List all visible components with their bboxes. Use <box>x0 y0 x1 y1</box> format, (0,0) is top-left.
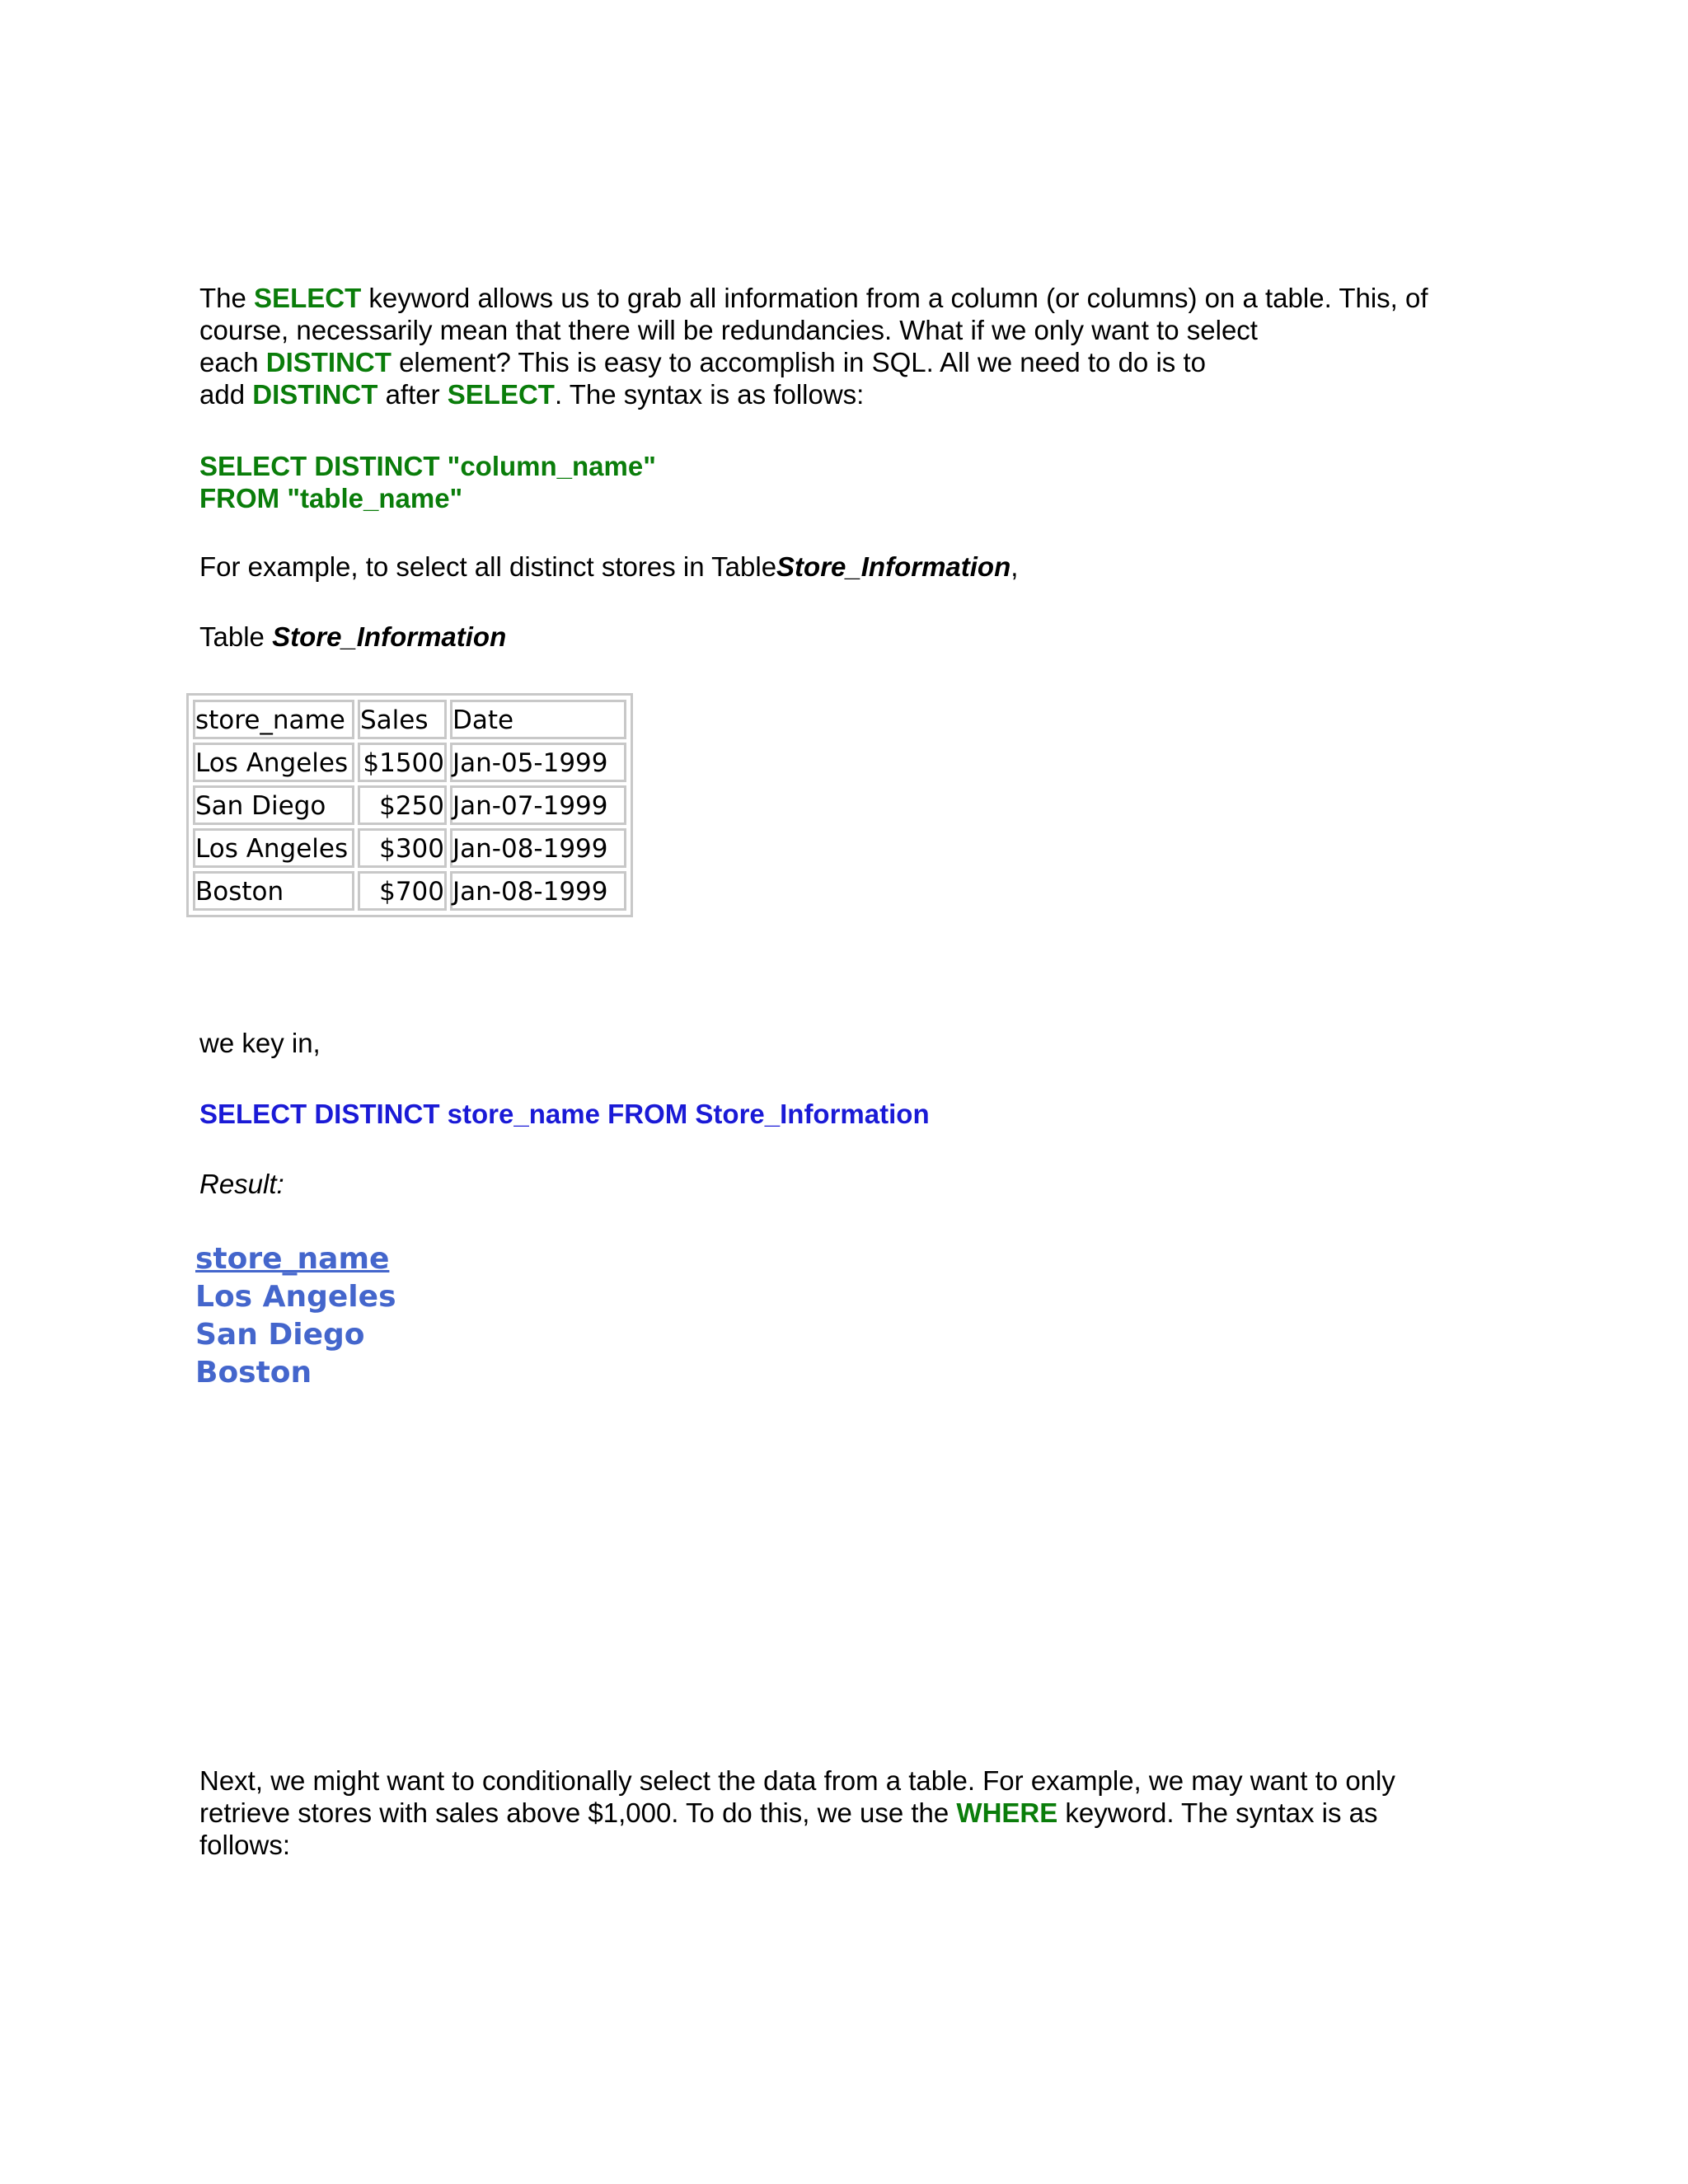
intro-line-3 <box>199 346 1485 378</box>
table-caption-name: Store_Information <box>272 621 507 652</box>
intro-text: after <box>377 379 448 410</box>
result-list <box>195 1240 396 1392</box>
next-line-2 <box>199 1797 1485 1829</box>
example-sentence <box>199 551 1018 583</box>
header-sales: Sales <box>358 700 447 739</box>
intro-text: element? This is easy to accomplish in SQL. All we need to do is to <box>391 347 1206 377</box>
keyword-select: SELECT <box>447 379 555 410</box>
cell-date: Jan-05-1999 <box>450 743 626 782</box>
table-row <box>193 785 626 825</box>
intro-text: . The syntax is as follows: <box>554 379 865 410</box>
table-caption-text: Table <box>199 621 273 652</box>
syntax-line-2: FROM "table_name" <box>199 483 463 513</box>
intro-line-1 <box>199 282 1485 314</box>
table-row <box>193 743 626 782</box>
example-text: For example, to select all distinct stores in Table <box>199 551 777 582</box>
table-row <box>193 828 626 868</box>
table-caption <box>199 621 506 653</box>
header-date: Date <box>450 700 626 739</box>
intro-line-4 <box>199 378 1485 410</box>
intro-paragraph <box>199 282 1485 410</box>
list-item: Los Angeles <box>195 1280 396 1314</box>
next-text: follows: <box>199 1830 291 1860</box>
key-in-text: we key in, <box>199 1028 321 1058</box>
result-label: Result: <box>199 1169 284 1199</box>
cell-store-name: Los Angeles <box>193 828 354 868</box>
keyword-distinct: DISTINCT <box>265 347 392 377</box>
sql-query: SELECT DISTINCT store_name FROM Store_Information <box>199 1099 930 1129</box>
next-paragraph <box>199 1765 1485 1861</box>
intro-text: course, necessarily mean that there will be redundancies. What if we only want to select <box>199 315 1258 345</box>
cell-date: Jan-08-1999 <box>450 828 626 868</box>
intro-text: keyword allows us to grab all information from a column (or columns) on a table. This, of <box>361 283 1428 313</box>
intro-text: The <box>199 283 255 313</box>
example-trail: , <box>1010 551 1019 582</box>
keyword-where: WHERE <box>956 1797 1058 1828</box>
next-line-1 <box>199 1765 1485 1797</box>
next-text: retrieve stores with sales above $1,000. To do this, we use the <box>199 1797 957 1828</box>
cell-sales: $700 <box>358 871 447 911</box>
cell-sales: $300 <box>358 828 447 868</box>
intro-text: add <box>199 379 253 410</box>
cell-store-name: Los Angeles <box>193 743 354 782</box>
cell-sales: $1500 <box>358 743 447 782</box>
list-item: Boston <box>195 1356 312 1390</box>
header-store-name: store_name <box>193 700 354 739</box>
cell-date: Jan-08-1999 <box>450 871 626 911</box>
table-row <box>193 871 626 911</box>
next-text: Next, we might want to conditionally select the data from a table. For example, we may want to only <box>199 1765 1395 1796</box>
cell-store-name: San Diego <box>193 785 354 825</box>
cell-date: Jan-07-1999 <box>450 785 626 825</box>
table-header-row <box>193 700 626 739</box>
next-text: keyword. The syntax is as <box>1057 1797 1378 1828</box>
cell-sales: $250 <box>358 785 447 825</box>
example-table-name: Store_Information <box>776 551 1011 582</box>
cell-store-name: Boston <box>193 871 354 911</box>
result-header: store_name <box>195 1242 390 1276</box>
keyword-select: SELECT <box>254 283 362 313</box>
store-information-table <box>186 693 633 917</box>
keyword-distinct: DISTINCT <box>252 379 378 410</box>
syntax-line-1: SELECT DISTINCT "column_name" <box>199 451 656 481</box>
intro-line-2 <box>199 314 1485 346</box>
intro-text: each <box>199 347 266 377</box>
syntax-block <box>199 450 656 514</box>
next-line-3 <box>199 1829 1485 1861</box>
list-item: San Diego <box>195 1318 365 1352</box>
